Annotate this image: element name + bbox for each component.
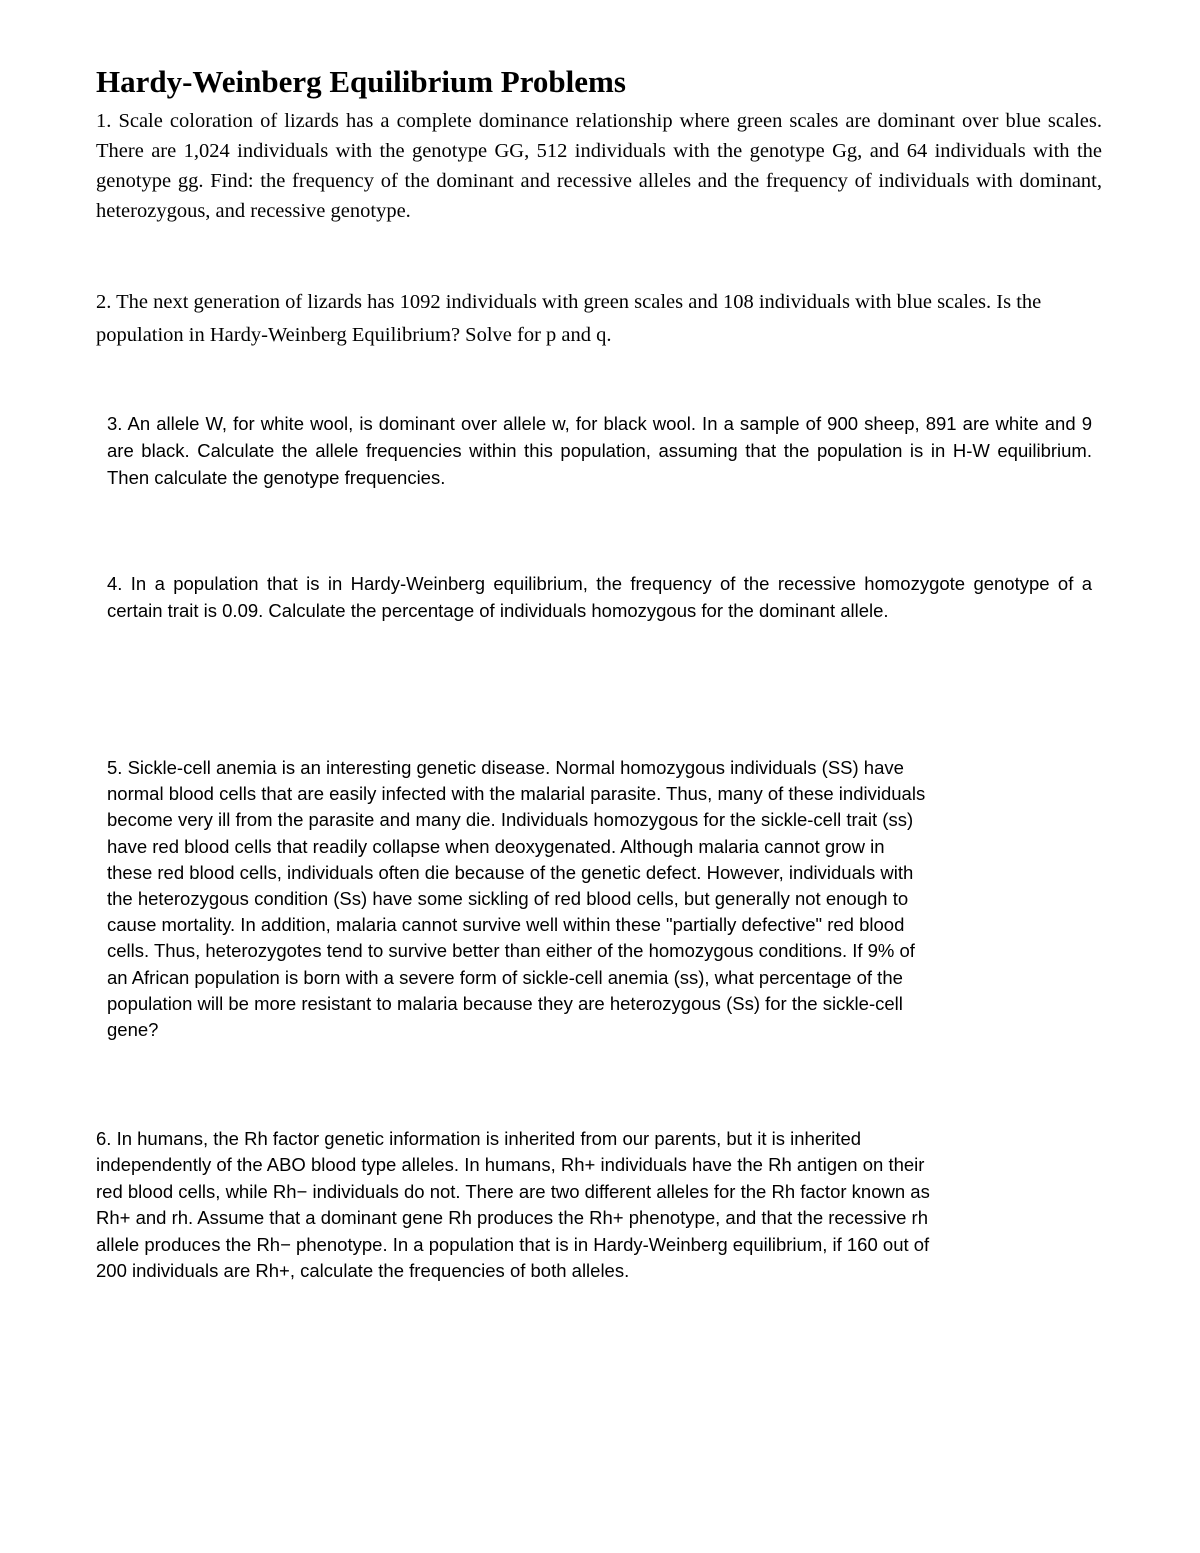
problem-6-line: independently of the ABO blood type alleles. In humans, Rh+ individuals have the Rh antigen on their <box>96 1154 925 1176</box>
problem-2: 2. The next generation of lizards has 1092 individuals with green scales and 108 individuals with blue scales. Is the population in Hardy-Weinberg Equilibrium? Solve for p and q. <box>96 291 1042 346</box>
problem-5-line: normal blood cells that are easily infected with the malarial parasite. Thus, many of these individuals <box>107 783 926 805</box>
problem-6-line: Rh+ and rh. Assume that a dominant gene Rh produces the Rh+ phenotype, and that the recessive rh <box>96 1207 929 1229</box>
problem-5-line: the heterozygous condition (Ss) have some sickling of red blood cells, but generally not enough to <box>107 888 909 910</box>
problem-5-line: have red blood cells that readily collapse when deoxygenated. Although malaria cannot grow in <box>107 835 885 857</box>
problem-6-line: red blood cells, while Rh− individuals do not. There are two different alleles for the Rh factor known as <box>96 1180 930 1202</box>
problem-5-line: 5. Sickle-cell anemia is an interesting genetic disease. Normal homozygous individuals (SS) have <box>107 757 904 778</box>
problem-5 <box>107 755 1092 1043</box>
problem-5-line: cells. Thus, heterozygotes tend to survive better than either of the homozygous conditions. If 9% of <box>107 940 915 962</box>
problem-5-line: population will be more resistant to malaria because they are heterozygous (Ss) for the sickle-cell <box>107 992 903 1014</box>
problem-6-line: 6. In humans, the Rh factor genetic information is inherited from our parents, but it is inherited <box>96 1128 862 1149</box>
problem-5-line: gene? <box>107 1019 159 1041</box>
problem-4: 4. In a population that is in Hardy-Weinberg equilibrium, the frequency of the recessive homozygote genotype of a certain trait is 0.09. Calculate the percentage of individuals homozygous for the dominant allele. <box>107 573 1092 621</box>
problem-6-line: allele produces the Rh− phenotype. In a population that is in Hardy-Weinberg equilibrium, if 160 out of <box>96 1233 930 1255</box>
problem-5-line: become very ill from the parasite and many die. Individuals homozygous for the sickle-cell trait (ss) <box>107 809 914 831</box>
problem-3: 3. An allele W, for white wool, is dominant over allele w, for black wool. In a sample of 900 sheep, 891 are white and 9 are black. Calculate the allele frequencies within this population, assuming that the population is in H-W equilibrium. Then calculate the genotype frequencies. <box>107 413 1092 488</box>
problem-6 <box>96 1126 1096 1284</box>
problem-5-line: an African population is born with a severe form of sickle-cell anemia (ss), what percentage of the <box>107 966 903 988</box>
problem-5-line: cause mortality. In addition, malaria cannot survive well within these "partially defective" red blood <box>107 914 905 936</box>
problem-1: 1. Scale coloration of lizards has a complete dominance relationship where green scales are dominant over blue scales. There are 1,024 individuals with the genotype GG, 512 individuals with the genotype Gg, and 64 individuals with the genotype gg. Find: the frequency of the dominant and recessive alleles and the frequency of individuals with dominant, heterozygous, and recessive genotype. <box>96 110 1102 222</box>
problem-6-line: 200 individuals are Rh+, calculate the frequencies of both alleles. <box>96 1260 630 1282</box>
problem-5-line: these red blood cells, individuals often die because of the genetic defect. However, individuals with <box>107 861 914 883</box>
page-title: Hardy-Weinberg Equilibrium Problems <box>96 64 626 99</box>
